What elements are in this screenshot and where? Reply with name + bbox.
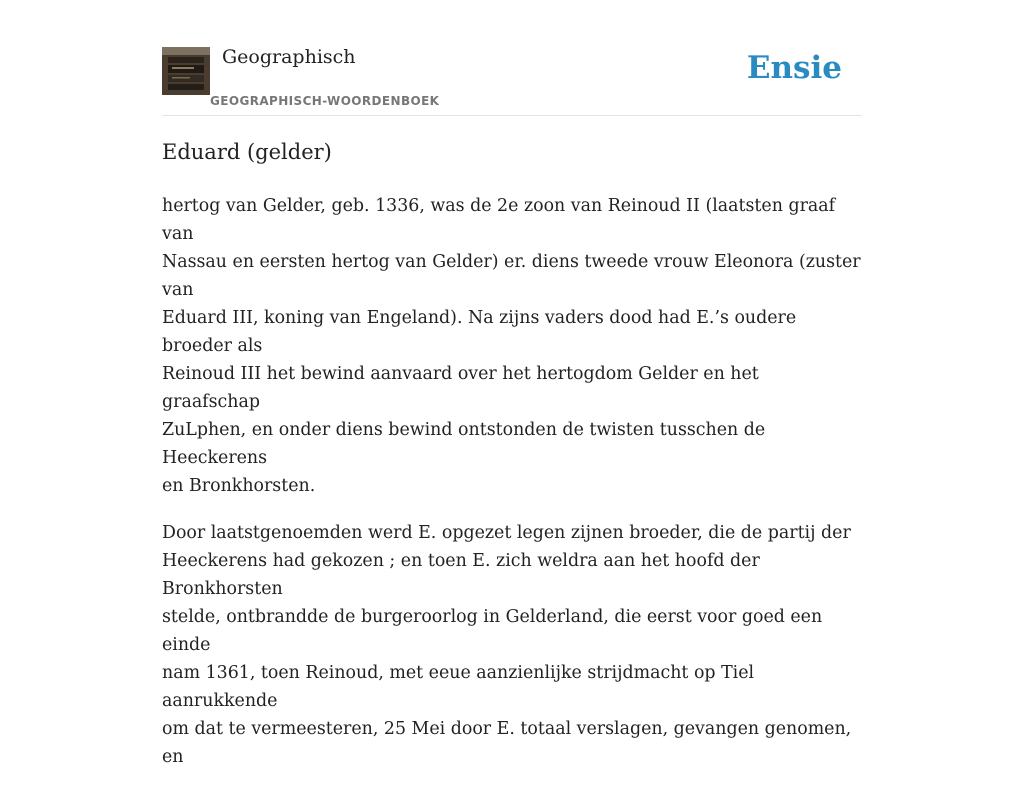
entry-title: Eduard (gelder) (162, 140, 332, 164)
book-title[interactable]: Geographisch (222, 46, 356, 68)
book-cover-avatar[interactable] (162, 47, 210, 95)
book-slug[interactable]: GEOGRAPHISCH-WOORDENBOEK (210, 94, 440, 108)
entry-paragraph-1: hertog van Gelder, geb. 1336, was de 2e zoon van Reinoud II (laatsten graaf van Nassau en eersten hertog van Gelder) er. diens tweede vrouw Eleonora (zuster van Eduard III, koning van Engeland). Na zijns vaders dood had E.’s oudere broeder als Reinoud III het bewind aanvaard over het hertogdom Gelder en het graafschap ZuLphen, en onder diens bewind ontstonden de twisten tusschen de Heeckerens en Bronkhorsten. (162, 196, 861, 496)
entry-paragraph-2: Door laatstgenoemden werd E. opgezet legen zijnen broeder, die de partij der Heeckerens had gekozen ; en toen E. zich weldra aan het hoofd der Bronkhorsten stelde, ontbrandde de burgeroorlog in Gelderland, die eerst voor goed een einde nam 1361, toen Reinoud, met eeue aanzienlijke strijdmacht op Tiel aanrukkende om dat te vermeesteren, 25 Mei door E. totaal verslagen, gevangen genomen, en (162, 523, 852, 767)
ensie-logo[interactable]: Ensie (746, 50, 842, 86)
header (162, 0, 862, 116)
entry-content (162, 192, 862, 790)
book-cover-icon (162, 47, 210, 95)
